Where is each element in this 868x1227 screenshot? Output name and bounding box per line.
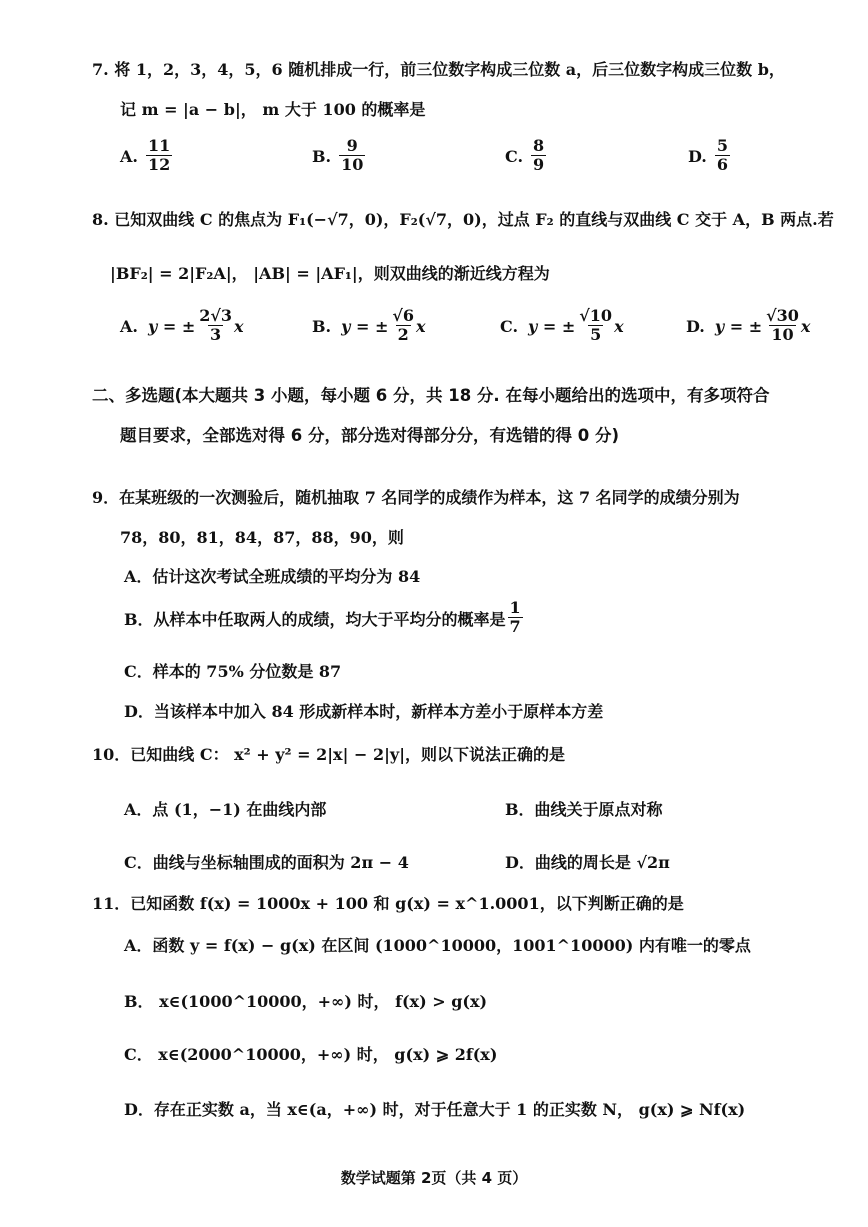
fraction [508, 600, 523, 636]
q8-option-d [686, 308, 810, 344]
fraction [339, 138, 365, 174]
denominator: 3 [210, 324, 222, 344]
option-label: D. [686, 316, 705, 336]
q9-option-a: A．估计这次考试全班成绩的平均分为 84 [124, 567, 421, 586]
option-suffix: x [614, 316, 624, 336]
q7-option-b [312, 138, 365, 174]
fraction [390, 308, 416, 344]
section-2-instructions: 题目要求，全部选对得 6 分，部分选对得部分分，有选错的得 0 分) [120, 426, 619, 445]
q10-option-c: C．曲线与坐标轴围成的面积为 2π − 4 [124, 853, 409, 872]
denominator: 6 [716, 154, 729, 174]
option-prefix: y = ± [341, 316, 389, 336]
denominator: 12 [147, 154, 171, 174]
q10-stem: 10．已知曲线 C： x² + y² = 2|x| − 2|y|，则以下说法正确的是 [92, 745, 566, 764]
fraction [146, 138, 172, 174]
numerator: 2√3 [199, 306, 233, 325]
option-prefix: y = ± [147, 316, 196, 336]
numerator: 11 [147, 136, 171, 155]
q11-option-a: A．函数 y = f(x) − g(x) 在区间 (1000^10000，1001^10000) 内有唯一的零点 [124, 936, 751, 955]
fraction [715, 138, 730, 174]
option-text: B．从样本中任取两人的成绩，均大于平均分的概率是 [124, 609, 506, 629]
q10-option-d: D．曲线的周长是 √2π [505, 853, 670, 872]
denominator: 7 [509, 616, 521, 636]
numerator: 1 [509, 598, 521, 617]
q8-stem-line1: 8. 已知双曲线 C 的焦点为 F₁(−√7，0)，F₂(√7，0)，过点 F₂ 的直线与双曲线 C 交于 A，B 两点.若 [92, 210, 834, 229]
fraction [764, 308, 801, 344]
denominator: 9 [533, 154, 545, 174]
q10-option-b: B．曲线关于原点对称 [505, 800, 663, 819]
q8-option-b [312, 308, 426, 344]
fraction [197, 308, 234, 344]
option-label: B. [312, 146, 332, 166]
numerator: 9 [346, 136, 358, 155]
denominator: 5 [590, 324, 602, 344]
option-label: A. [120, 316, 138, 336]
option-label: B. [312, 316, 332, 336]
q7-option-d [688, 138, 730, 174]
q7-stem-line2: 记 m = |a − b|， m 大于 100 的概率是 [120, 100, 426, 119]
option-suffix: x [800, 316, 811, 336]
q9-option-d: D．当该样本中加入 84 形成新样本时，新样本方差小于原样本方差 [124, 702, 604, 721]
denominator: 2 [397, 324, 409, 344]
q10-option-a: A．点 (1，−1) 在曲线内部 [124, 800, 327, 819]
fraction [577, 308, 614, 344]
option-label: D. [688, 146, 707, 166]
option-label: A. [120, 146, 138, 166]
q8-stem-line2: |BF₂| = 2|F₂A|， |AB| = |AF₁|，则双曲线的渐近线方程为 [110, 264, 550, 283]
q11-option-c: C． x∈(2000^10000，+∞) 时， g(x) ⩾ 2f(x) [124, 1045, 498, 1064]
q7-option-a [120, 138, 172, 174]
section-2-heading: 二、多选题(本大题共 3 小题，每小题 6 分，共 18 分. 在每小题给出的选项中，有多项符合 [92, 386, 770, 405]
q9-stem-line1: 9．在某班级的一次测验后，随机抽取 7 名同学的成绩作为样本，这 7 名同学的成绩分别为 [92, 488, 740, 507]
option-label: C. [500, 316, 519, 336]
numerator: 5 [716, 136, 729, 155]
q7-stem-line1: 7. 将 1，2，3，4，5，6 随机排成一行，前三位数字构成三位数 a，后三位数字构成三位数 b， [92, 60, 785, 79]
numerator: √10 [579, 306, 613, 325]
option-suffix: x [234, 316, 244, 336]
option-prefix: y = ± [714, 316, 763, 336]
option-label: C. [505, 146, 524, 166]
denominator: 10 [341, 154, 364, 174]
option-prefix: y = ± [528, 316, 576, 336]
q9-option-c: C．样本的 75% 分位数是 87 [124, 662, 342, 681]
fraction [531, 138, 546, 174]
q8-option-c [500, 308, 624, 344]
q11-option-b: B． x∈(1000^10000，+∞) 时， f(x) > g(x) [124, 992, 488, 1011]
numerator: √6 [392, 306, 414, 325]
q8-option-a [120, 308, 244, 344]
numerator: 8 [533, 136, 545, 155]
q11-option-d: D．存在正实数 a，当 x∈(a，+∞) 时，对于任意大于 1 的正实数 N， g(x) ⩾ Nf(x) [124, 1100, 746, 1119]
option-suffix: x [416, 316, 426, 336]
q11-stem: 11．已知函数 f(x) = 1000x + 100 和 g(x) = x^1.0001，以下判断正确的是 [92, 894, 684, 913]
page-footer: 数学试题第 2页（共 4 页） [340, 1169, 528, 1187]
q9-option-b [124, 600, 523, 636]
q7-option-c [505, 138, 546, 174]
q9-stem-line2: 78，80，81，84，87，88，90，则 [120, 528, 404, 547]
numerator: √30 [766, 306, 799, 325]
denominator: 10 [771, 324, 794, 344]
